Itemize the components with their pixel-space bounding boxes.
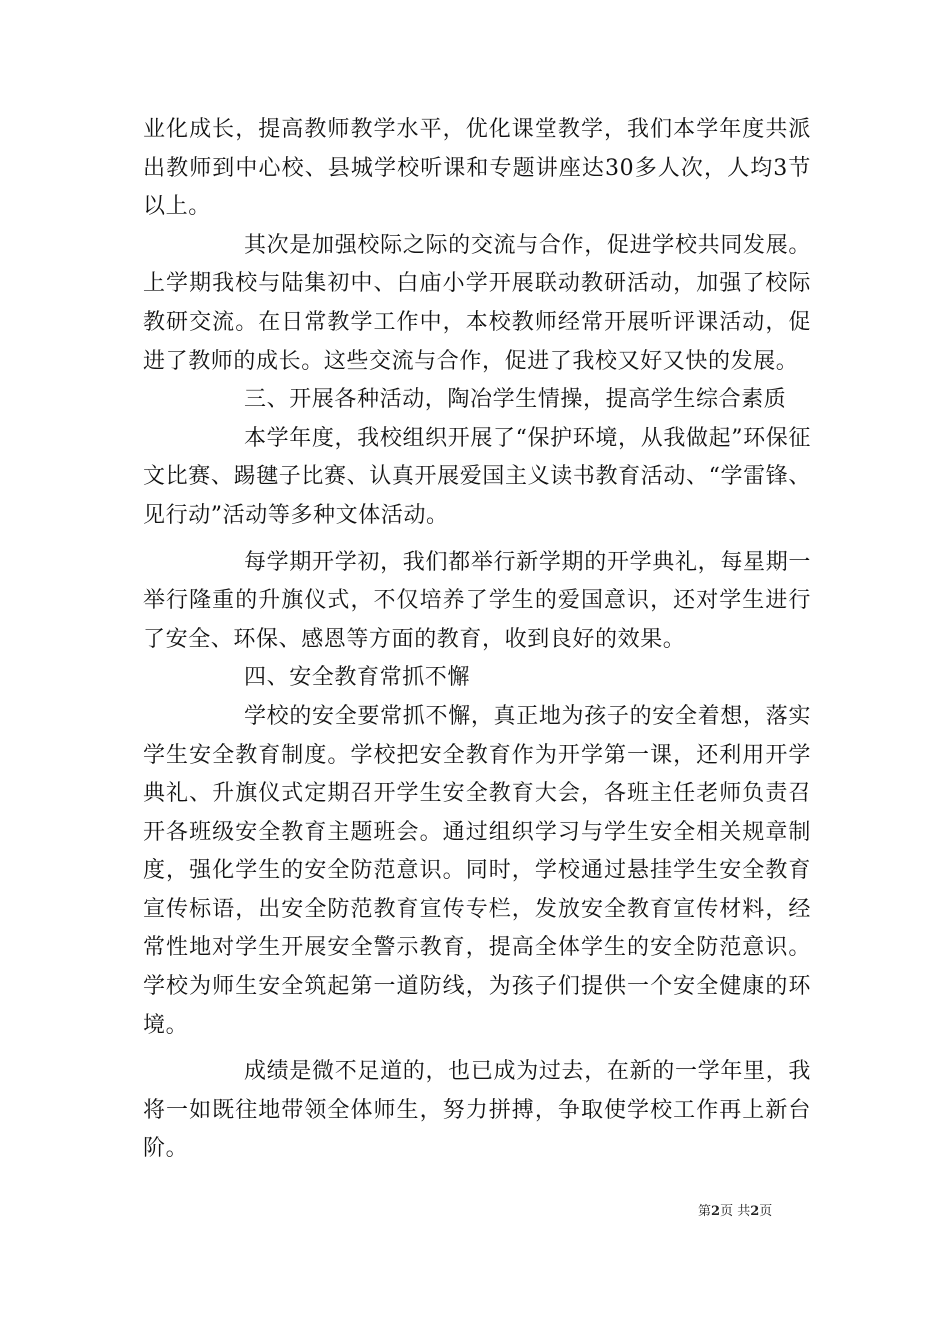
footer-middle: 页 共 [720,1204,751,1219]
document-body [143,111,811,1169]
paragraph-teacher-growth: 业化成长，提高教师教学水平，优化课堂教学，我们本学年度共派出教师到中心校、县城学校听课和专题讲座达30多人次，人均3节以上。 [143,117,811,220]
paragraph-ceremonies: 每学期开学初，我们都举行新学期的开学典礼，每星期一举行隆重的升旗仪式，不仅培养了学生的爱国意识，还对学生进行了安全、环保、感恩等方面的教育，收到良好的效果。 [143,549,811,652]
section-heading-activities: 三、开展各种活动，陶冶学生情操，提高学生综合素质 [244,387,787,413]
paragraph-cultural-activities: 本学年度，我校组织开展了“保护环境，从我做起”环保征文比赛、踢毽子比赛、认真开展爱国主义读书教育活动、“学雷锋、见行动”活动等多种文体活动。 [143,425,811,528]
footer-total-pages: 2 [750,1204,760,1219]
section-heading-safety: 四、安全教育常抓不懈 [244,665,471,691]
footer-prefix: 第 [698,1204,712,1219]
footer-suffix: 页 [759,1204,773,1219]
paragraph-school-exchange: 其次是加强校际之际的交流与合作，促进学校共同发展。上学期我校与陆集初中、白庙小学开展联动教研活动，加强了校际教研交流。在日常教学工作中，本校教师经常开展听评课活动，促进了教师的成长。这些交流与合作，促进了我校又好又快的发展。 [143,232,811,374]
paragraph-conclusion: 成绩是微不足道的，也已成为过去，在新的一学年里，我将一如既往地带领全体师生，努力拼搏，争取使学校工作再上新台阶。 [143,1059,811,1162]
paragraph-safety-education: 学校的安全要常抓不懈，真正地为孩子的安全着想，落实学生安全教育制度。学校把安全教育作为开学第一课，还利用开学典礼、升旗仪式定期召开学生安全教育大会，各班主任老师负责召开各班级安全教育主题班会。通过组织学习与学生安全相关规章制度，强化学生的安全防范意识。同时，学校通过悬挂学生安全教育宣传标语，出安全防范教育宣传专栏，发放安全教育宣传材料，经常性地对学生开展安全警示教育，提高全体学生的安全防范意识。学校为师生安全筑起第一道防线，为孩子们提供一个安全健康的环境。 [143,703,811,1038]
page-number-footer [698,1203,818,1221]
footer-current-page: 2 [711,1204,721,1219]
